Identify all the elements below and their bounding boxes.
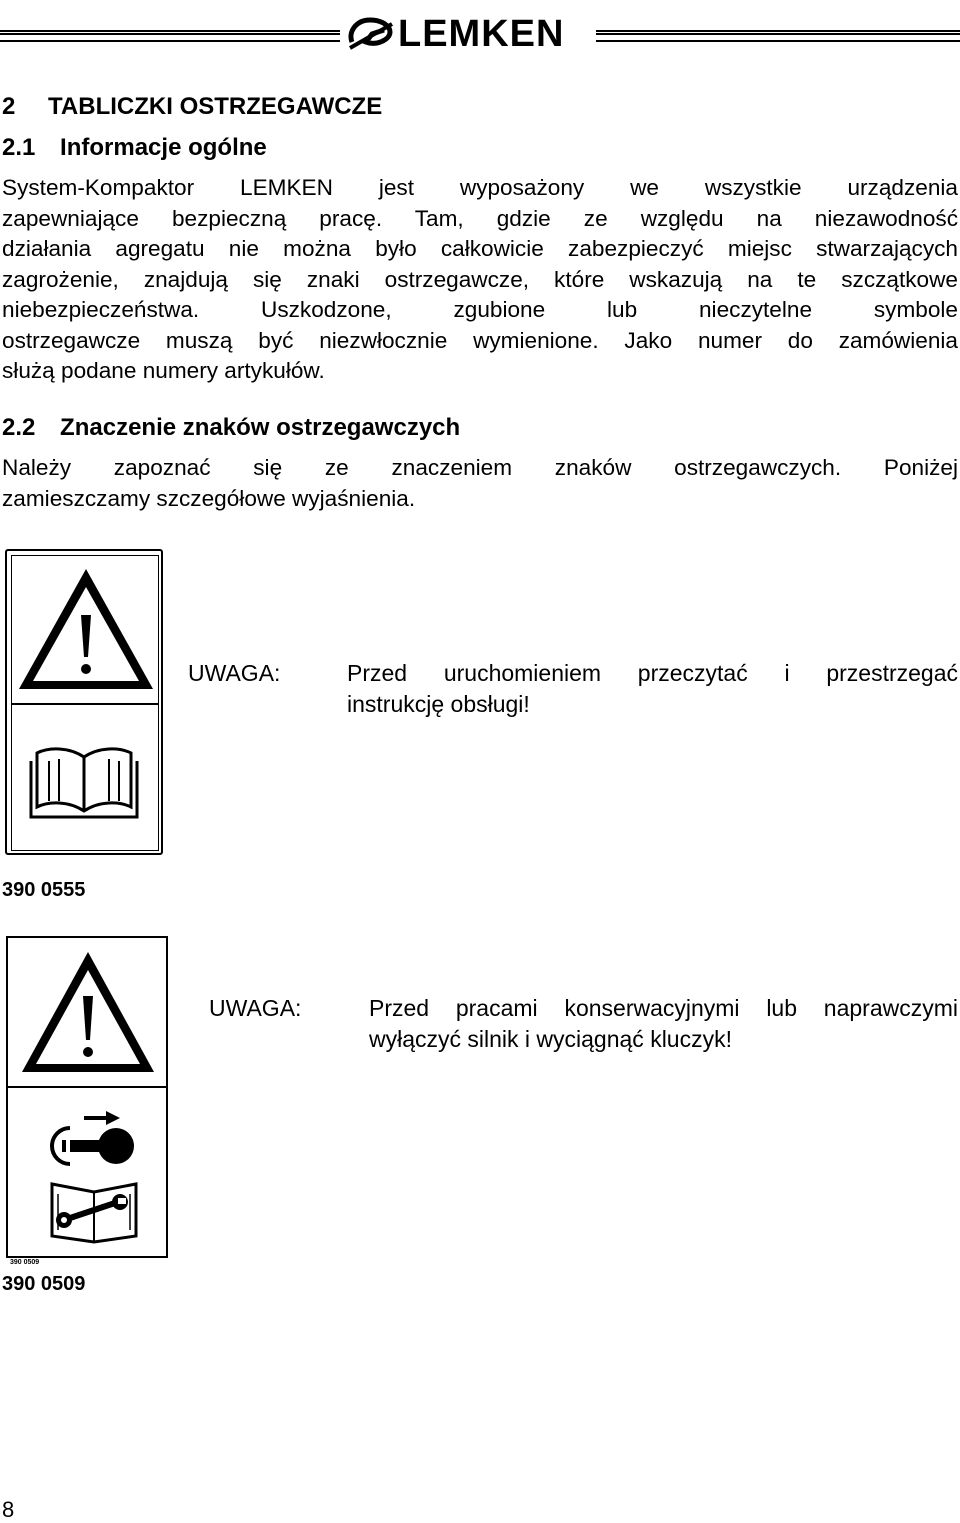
header-rule-right [596, 30, 960, 42]
warning-triangle-icon [18, 948, 158, 1078]
warning-sign-390-0555 [5, 549, 163, 855]
warning-sign-390-0509 [6, 936, 168, 1258]
sign-2-article-number: 390 0509 [2, 1273, 86, 1295]
paragraph-line: służą podane numery artykułów. [2, 358, 325, 383]
lemken-logo [346, 12, 398, 54]
paragraph-line: ostrzegawcze muszą być niezwłocznie wymienione. Jako numer do zamówienia [2, 327, 958, 353]
sign-1-description [347, 658, 958, 720]
subsection-2-paragraph [2, 453, 958, 514]
page-number: 8 [2, 1497, 15, 1522]
sign-2-sticker-code: 390 0509 [10, 1259, 40, 1266]
sign-1-text-line: instrukcję obsługi! [347, 691, 530, 717]
warning-triangle-icon [15, 565, 157, 695]
sign-1-article-number: 390 0555 [2, 879, 86, 901]
sign-divider [8, 1086, 166, 1088]
subsection-2-title: Znaczenie znaków ostrzegawczych [60, 414, 461, 441]
section-heading [2, 92, 382, 122]
paragraph-line: zamieszczamy szczegółowe wyjaśnienia. [2, 485, 416, 511]
section-number: 2 [2, 93, 16, 120]
sign-divider [11, 703, 159, 705]
open-book-icon [29, 741, 139, 821]
lemken-emblem-icon [346, 12, 398, 54]
paragraph-line: działania agregatu nie można było całkowicie zabezpieczyć miejsc stwarzających [2, 236, 958, 261]
sign-1-label: UWAGA: [188, 660, 281, 686]
ignition-key-icon [48, 1106, 138, 1166]
paragraph-line: zapewniające bezpieczną pracę. Tam, gdzie ze względu na niezawodność [2, 205, 958, 231]
sign-2-label: UWAGA: [209, 995, 302, 1021]
subsection-2-number: 2.2 [2, 414, 36, 441]
sign-2-text-line: wyłączyć silnik i wyciągnąć kluczyk! [369, 1026, 732, 1052]
subsection-1-title: Informacje ogólne [60, 134, 267, 161]
paragraph-line: niebezpieczeństwa. Uszkodzone, zgubione lub nieczytelne symbole [2, 297, 958, 322]
subsection-2-heading [2, 413, 460, 443]
brand-name: LEMKEN [398, 13, 565, 55]
sign-2-description [369, 993, 958, 1055]
subsection-1-number: 2.1 [2, 134, 36, 161]
sign-2-text-line: Przed pracami konserwacyjnymi lub naprawczymi [369, 995, 958, 1021]
section-title: TABLICZKI OSTRZEGAWCZE [48, 93, 383, 120]
paragraph-line: Należy zapoznać się ze znaczeniem znaków ostrzegawczych. Poniżej [2, 455, 958, 480]
paragraph-line: System-Kompaktor LEMKEN jest wyposażony we wszystkie urządzenia [2, 175, 958, 200]
header-rule-left [0, 30, 340, 42]
subsection-1-paragraph [2, 173, 958, 387]
paragraph-line: zagrożenie, znajdują się znaki ostrzegawcze, które wskazują na te szczątkowe [2, 266, 958, 292]
sign-1-text-line: Przed uruchomieniem przeczytać i przestrzegać [347, 660, 958, 686]
subsection-1-heading [2, 133, 267, 163]
manual-wrench-icon [44, 1180, 144, 1244]
